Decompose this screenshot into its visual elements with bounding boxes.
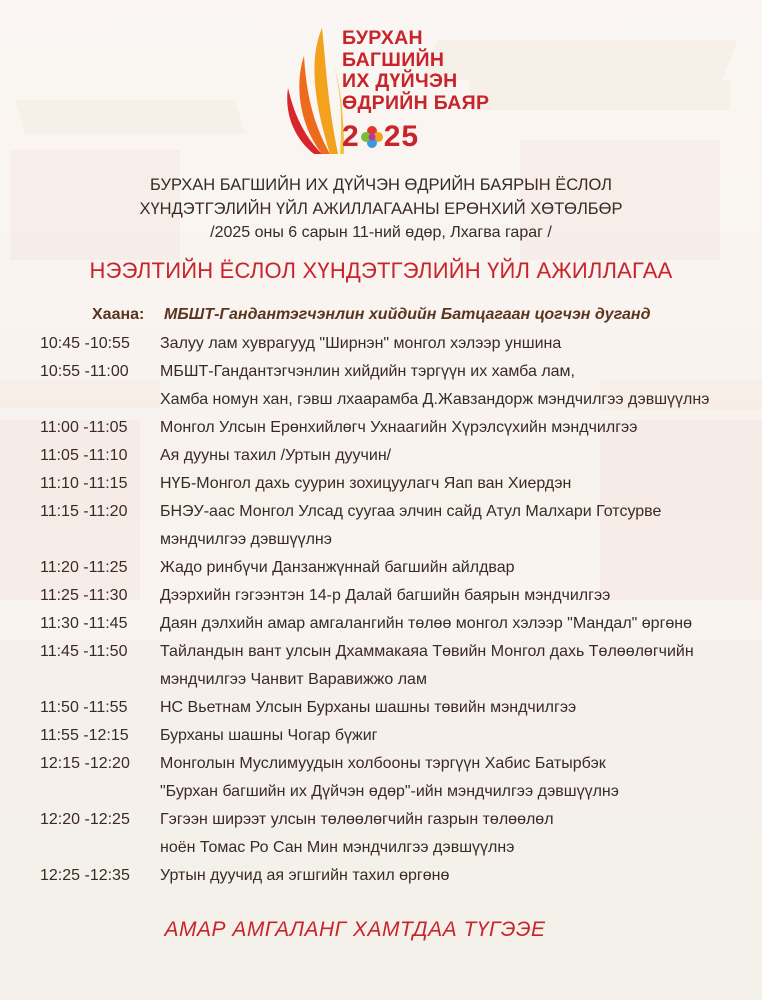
schedule-row [40, 722, 760, 750]
schedule-row [40, 806, 760, 834]
schedule-time: 11:25 -11:30 [40, 587, 128, 604]
schedule-time: 12:15 -12:20 [40, 755, 130, 772]
schedule-time: 11:10 -11:15 [40, 475, 128, 492]
header-line-1: БУРХАН БАГШИЙН ИХ ДҮЙЧЭН ӨДРИЙН БАЯРЫН ЁСЛОЛ [150, 176, 612, 194]
schedule-description: Бурханы шашны Чогар бүжиг [160, 727, 378, 744]
header-line-2: ХҮНДЭТГЭЛИЙН ҮЙЛ АЖИЛЛАГААНЫ ЕРӨНХИЙ ХӨТӨЛБӨР [139, 200, 623, 218]
schedule-description: Тайландын вант улсын Дхаммакаяа Төвийн Монгол дахь Төлөөлөгчийн [160, 643, 694, 660]
schedule-row-continuation [40, 666, 760, 694]
schedule-row [40, 358, 760, 386]
schedule-row [40, 442, 760, 470]
flower-icon [360, 125, 384, 149]
schedule-description: Дээрхийн гэгээнтэн 14-р Далай багшийн баярын мэндчилгээ [160, 587, 611, 604]
schedule-time: 11:55 -12:15 [40, 727, 129, 744]
header-date: /2025 оны 6 сарын 11-ний өдөр, Лхагва гараг / [210, 224, 552, 241]
schedule-time: 11:50 -11:55 [40, 699, 128, 716]
schedule-row [40, 470, 760, 498]
schedule-row [40, 554, 760, 582]
schedule-row [40, 414, 760, 442]
logo-line-4: ӨДРИЙН БАЯР [342, 91, 490, 114]
lotus-flame-icon [282, 26, 344, 158]
schedule-description: ноён Томас Ро Сан Мин мэндчилгээ дэвшүүлнэ [160, 839, 515, 856]
logo-year [342, 120, 419, 154]
schedule-description: Уртын дуучид ая эгшгийн тахил өргөнө [160, 867, 450, 884]
schedule-time: 11:05 -11:10 [40, 447, 128, 464]
schedule-row [40, 610, 760, 638]
schedule-time: 11:30 -11:45 [40, 615, 128, 632]
logo-line-2: БАГШИЙН [342, 48, 445, 71]
schedule-row [40, 638, 760, 666]
schedule-row-continuation [40, 386, 760, 414]
schedule-row [40, 694, 760, 722]
schedule-time: 11:20 -11:25 [40, 559, 128, 576]
schedule-time: 11:15 -11:20 [40, 503, 128, 520]
schedule-description: Гэгээн ширээт улсын төлөөлөгчийн газрын төлөөлөл [160, 811, 554, 828]
schedule-description: Монгол Улсын Ерөнхийлөгч Ухнаагийн Хүрэлсүхийн мэндчилгээ [160, 419, 638, 436]
location-label: Хаана: [92, 306, 145, 323]
schedule-description: Монголын Муслимуудын холбооны тэргүүн Хабис Батырбэк [160, 755, 606, 772]
schedule-description: Залуу лам хуврагууд "Ширнэн" монгол хэлээр уншина [160, 335, 562, 352]
schedule-description: НС Вьетнам Улсын Бурханы шашны төвийн мэндчилгээ [160, 699, 577, 716]
logo-year-prefix: 2 [342, 120, 360, 153]
schedule-description: мэндчилгээ дэвшүүлнэ [160, 531, 332, 548]
location-value: МБШТ-Гандантэгчэнлин хийдийн Батцагаан цогчэн дуганд [164, 306, 651, 323]
schedule-row [40, 750, 760, 778]
schedule-row [40, 330, 760, 358]
schedule-description: МБШТ-Гандантэгчэнлин хийдийн тэргүүн их хамба лам, [160, 363, 575, 380]
logo-year-suffix: 25 [383, 120, 420, 153]
schedule-time: 11:45 -11:50 [40, 643, 128, 660]
schedule-list [40, 330, 760, 890]
schedule-row-continuation [40, 778, 760, 806]
closing-slogan: АМАР АМГАЛАНГ ХАМТДАА ТҮГЭЭЕ [164, 918, 546, 941]
schedule-description: мэндчилгээ Чанвит Варавижжо лам [160, 671, 427, 688]
schedule-time: 10:45 -10:55 [40, 335, 130, 352]
festival-logo [282, 22, 492, 162]
schedule-description: Даян дэлхийн амар амгалангийн төлөө монгол хэлээр "Мандал" өргөнө [160, 615, 693, 632]
location-line [92, 306, 650, 324]
schedule-row [40, 498, 760, 526]
schedule-description: Хамба номун хан, гэвш лхаарамба Д.Жавзандорж мэндчилгээ дэвшүүлнэ [160, 391, 710, 408]
schedule-time: 12:20 -12:25 [40, 811, 130, 828]
schedule-row-continuation [40, 834, 760, 862]
schedule-description: Жадо ринбүчи Данзанжүннай багшийн айлдвар [160, 559, 515, 576]
schedule-time: 10:55 -11:00 [40, 363, 129, 380]
schedule-description: НҮБ-Монгол дахь суурин зохицуулагч Яап ван Хиердэн [160, 475, 572, 492]
schedule-description: БНЭУ-аас Монгол Улсад суугаа элчин сайд Атул Малхари Готсурве [160, 503, 662, 520]
schedule-row-continuation [40, 526, 760, 554]
schedule-description: "Бурхан багшийн их Дүйчэн өдөр"-ийн мэндчилгээ дэвшүүлнэ [160, 783, 619, 800]
schedule-time: 11:00 -11:05 [40, 419, 128, 436]
schedule-time: 12:25 -12:35 [40, 867, 130, 884]
schedule-description: Ая дууны тахил /Уртын дуучин/ [160, 447, 392, 464]
schedule-row [40, 862, 760, 890]
section-title: НЭЭЛТИЙН ЁСЛОЛ ХҮНДЭТГЭЛИЙН ҮЙЛ АЖИЛЛАГАА [89, 258, 673, 283]
schedule-row [40, 582, 760, 610]
logo-line-1: БУРХАН [342, 27, 423, 49]
logo-line-3: ИХ ДҮЙЧЭН [342, 70, 458, 92]
